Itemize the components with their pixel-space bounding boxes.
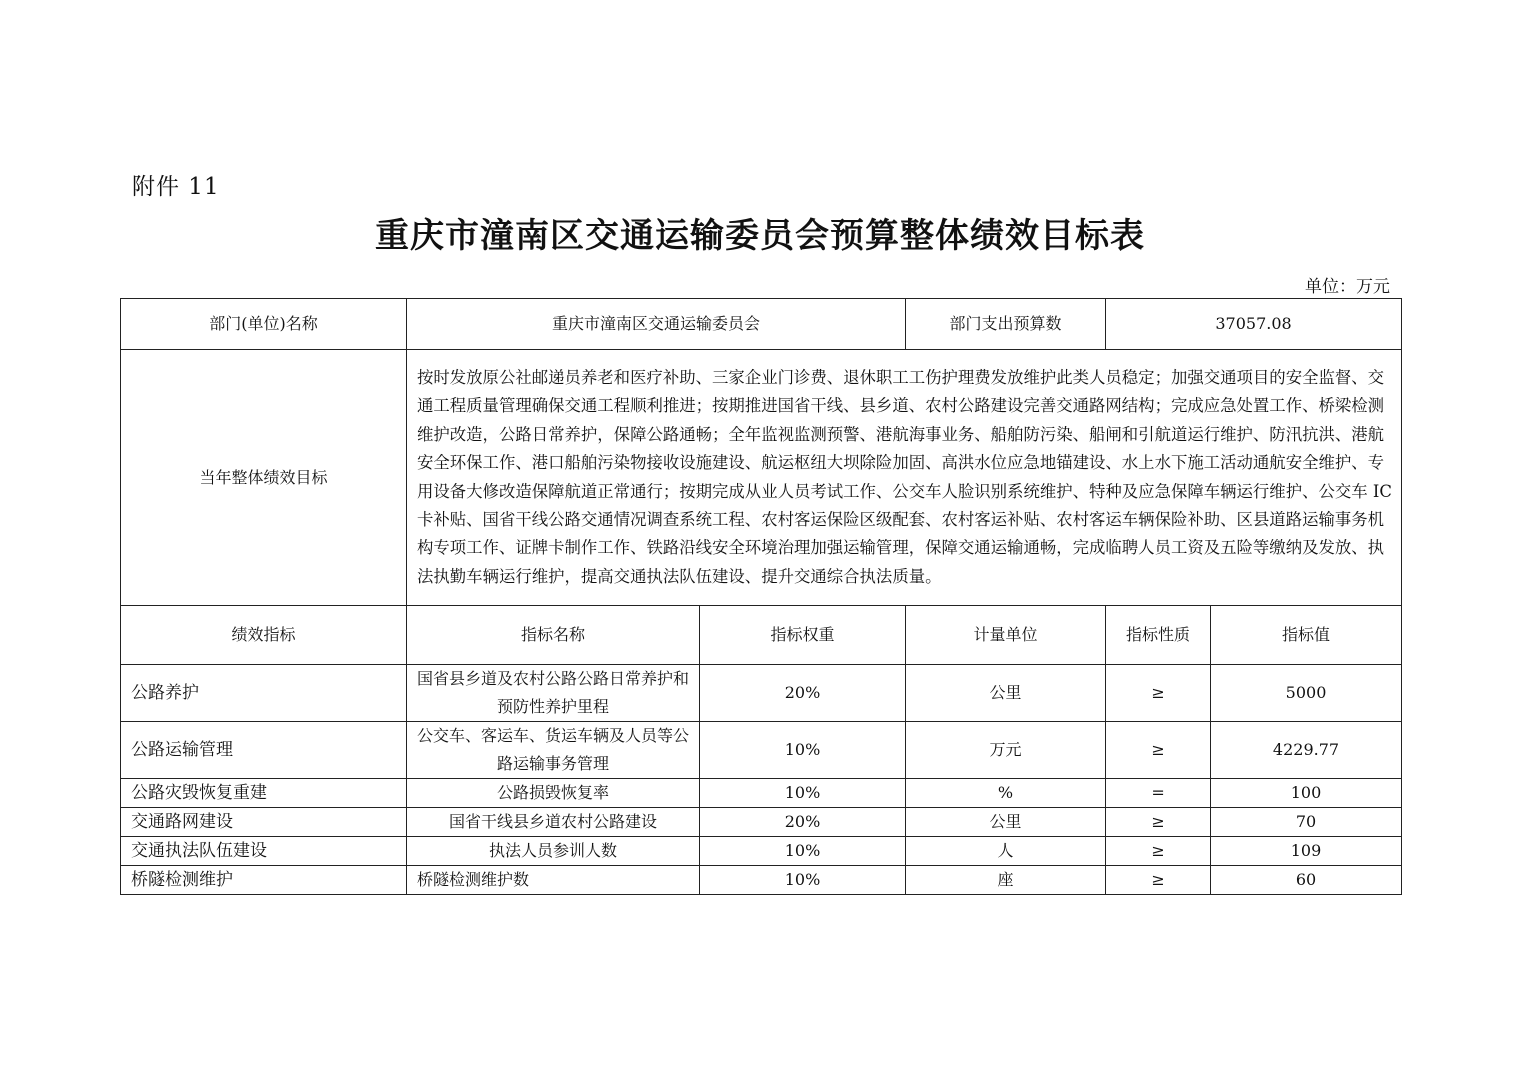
budget-value-cell: 37057.08 — [1106, 299, 1402, 350]
column-header-row — [121, 606, 1402, 665]
table-row — [121, 837, 1402, 866]
nature-cell: ≥ — [1106, 866, 1211, 895]
weight-cell: 20% — [700, 665, 906, 722]
column-header: 指标值 — [1211, 606, 1402, 665]
column-header: 计量单位 — [906, 606, 1106, 665]
nature-cell: ≥ — [1106, 837, 1211, 866]
indicator-name-cell: 桥隧检测维护数 — [407, 866, 700, 895]
weight-cell: 20% — [700, 808, 906, 837]
nature-cell: ≥ — [1106, 722, 1211, 779]
attachment-label: 附件 11 — [132, 174, 220, 200]
indicator-cell: 公路灾毁恢复重建 — [121, 779, 407, 808]
value-cell: 5000 — [1211, 665, 1402, 722]
weight-cell: 10% — [700, 866, 906, 895]
indicator-name-cell: 执法人员参训人数 — [407, 837, 700, 866]
indicator-name-cell: 国省县乡道及农村公路公路日常养护和预防性养护里程 — [407, 665, 700, 722]
indicator-name-cell: 公交车、客运车、货运车辆及人员等公路运输事务管理 — [407, 722, 700, 779]
unit-cell: 人 — [906, 837, 1106, 866]
table-row — [121, 722, 1402, 779]
table-row — [121, 779, 1402, 808]
nature-cell: ≥ — [1106, 808, 1211, 837]
unit-cell: % — [906, 779, 1106, 808]
indicator-cell: 公路运输管理 — [121, 722, 407, 779]
document-title: 重庆市潼南区交通运输委员会预算整体绩效目标表 — [375, 216, 1145, 256]
table-row — [121, 808, 1402, 837]
goal-text-cell: 按时发放原公社邮递员养老和医疗补助、三家企业门诊费、退休职工工伤护理费发放维护此类人员稳定；加强交通项目的安全监督、交通工程质量管理确保交通工程顺利推进；按期推进国省干线、县乡道、农村公路建设完善交通路网结构；完成应急处置工作、桥梁检测维护改造，公路日常养护，保障公路通畅；全年监视监测预警、港航海事业务、船舶防污染、船闸和引航道运行维护、防汛抗洪、港航安全环保工作、港口船舶污染物接收设施建设、航运枢纽大坝除险加固、高洪水位应急地锚建设、水上水下施工活动通航安全维护、专用设备大修改造保障航道正常通行；按期完成从业人员考试工作、公交车人脸识别系统维护、特种及应急保障车辆运行维护、公交车 IC 卡补贴、国省干线公路交通情况调查系统工程、农村客运保险区级配套、农村客运补贴、农村客运车辆保险补助、区县道路运输事务机构专项工作、证牌卡制作工作、铁路沿线安全环境治理加强运输管理，保障交通运输通畅，完成临聘人员工资及五险等缴纳及发放、执法执勤车辆运行维护，提高交通执法队伍建设、提升交通综合执法质量。 — [407, 350, 1402, 606]
unit-cell: 公里 — [906, 665, 1106, 722]
value-cell: 109 — [1211, 837, 1402, 866]
indicator-name-cell: 公路损毁恢复率 — [407, 779, 700, 808]
indicator-cell: 桥隧检测维护 — [121, 866, 407, 895]
weight-cell: 10% — [700, 779, 906, 808]
dept-name-cell: 重庆市潼南区交通运输委员会 — [407, 299, 906, 350]
dept-label-cell: 部门(单位)名称 — [121, 299, 407, 350]
weight-cell: 10% — [700, 837, 906, 866]
weight-cell: 10% — [700, 722, 906, 779]
column-header: 绩效指标 — [121, 606, 407, 665]
budget-label-cell: 部门支出预算数 — [906, 299, 1106, 350]
unit-cell: 公里 — [906, 808, 1106, 837]
indicator-cell: 交通路网建设 — [121, 808, 407, 837]
nature-cell: = — [1106, 779, 1211, 808]
value-cell: 70 — [1211, 808, 1402, 837]
value-cell: 100 — [1211, 779, 1402, 808]
indicator-cell: 公路养护 — [121, 665, 407, 722]
nature-cell: ≥ — [1106, 665, 1211, 722]
annual-goal-row — [121, 350, 1402, 606]
column-header: 指标权重 — [700, 606, 906, 665]
table-row — [121, 866, 1402, 895]
column-header: 指标性质 — [1106, 606, 1211, 665]
value-cell: 4229.77 — [1211, 722, 1402, 779]
column-header: 指标名称 — [407, 606, 700, 665]
value-cell: 60 — [1211, 866, 1402, 895]
table-row — [121, 665, 1402, 722]
department-row — [121, 299, 1402, 350]
indicator-name-cell: 国省干线县乡道农村公路建设 — [407, 808, 700, 837]
unit-cell: 万元 — [906, 722, 1106, 779]
unit-note: 单位：万元 — [1305, 277, 1390, 297]
unit-cell: 座 — [906, 866, 1106, 895]
indicator-cell: 交通执法队伍建设 — [121, 837, 407, 866]
goal-label-cell: 当年整体绩效目标 — [121, 350, 407, 606]
performance-target-table — [120, 298, 1402, 895]
